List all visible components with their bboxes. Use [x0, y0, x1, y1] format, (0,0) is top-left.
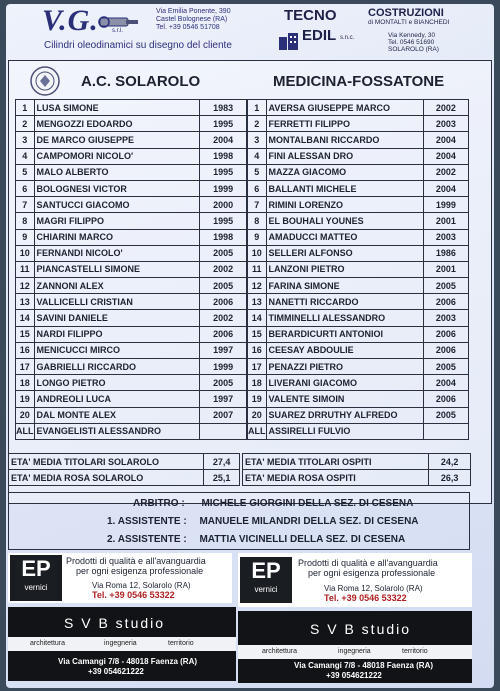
costruzioni-phone: Tel. 0546 51690: [388, 39, 435, 46]
away-player-row: [248, 245, 469, 261]
player-name: PIANCASTELLI SIMONE: [34, 261, 200, 277]
ep-phone: Tel. +39 0546 53322: [324, 593, 407, 603]
edil-word: EDIL: [302, 27, 337, 44]
player-number: 3: [16, 132, 35, 148]
player-birth-year: 1995: [200, 116, 247, 132]
player-name: LUSA SIMONE: [34, 100, 200, 116]
away-player-row: [248, 407, 469, 423]
ep-vernici-ad-left: [8, 553, 232, 603]
home-player-row: [16, 261, 247, 277]
player-name: MAGRI FILIPPO: [34, 213, 200, 229]
away-player-row: [248, 294, 469, 310]
player-name: SAVINI DANIELE: [34, 310, 200, 326]
player-birth-year: 2002: [200, 310, 247, 326]
player-name: EVANGELISTI ALESSANDRO: [34, 423, 200, 439]
away-player-row: [248, 229, 469, 245]
home-player-row: [16, 213, 247, 229]
club-crest-icon: [29, 65, 61, 97]
player-name: FINI ALESSAN DRO: [266, 148, 423, 164]
home-avg-rosa-value: 25,1: [204, 470, 240, 486]
player-birth-year: 2005: [423, 407, 468, 423]
home-player-row: [16, 375, 247, 391]
away-player-row: [248, 278, 469, 294]
player-name: MAZZA GIACOMO: [266, 164, 423, 180]
player-number: 3: [248, 132, 267, 148]
player-number: 13: [16, 294, 35, 310]
vg-address-line: Castel Bolognese (RA): [156, 16, 228, 23]
player-number: 10: [248, 245, 267, 261]
player-number: 1: [16, 100, 35, 116]
player-birth-year: 2006: [423, 342, 468, 358]
edil-suffix: s.n.c.: [340, 35, 355, 41]
player-name: VALLICELLI CRISTIAN: [34, 294, 200, 310]
player-number: 17: [248, 359, 267, 375]
player-name: MENICUCCI MIRCO: [34, 342, 200, 358]
away-player-row: [248, 261, 469, 277]
ep-slogan-line: Prodotti di qualità e all'avanguardia: [66, 556, 206, 566]
costruzioni-address-line: Via Kennedy, 30: [388, 32, 436, 39]
ep-slogan-line: per ogni esigenza professionale: [308, 568, 436, 578]
player-name: ASSIRELLI FULVIO: [266, 423, 423, 439]
player-birth-year: 2001: [423, 261, 468, 277]
ep-address: Via Roma 12, Solarolo (RA): [324, 584, 423, 593]
away-player-row: [248, 423, 469, 439]
ep-logo: [240, 557, 292, 603]
player-birth-year: [200, 423, 247, 439]
home-player-row: [16, 342, 247, 358]
player-name: GABRIELLI RICCARDO: [34, 359, 200, 375]
player-birth-year: 2005: [200, 245, 247, 261]
svb-address: Via Camangi 7/8 - 48018 Faenza (RA): [294, 661, 434, 670]
arbitro-label: ARBITRO :: [133, 498, 185, 509]
assistant-2-name: MATTIA VICINELLI DELLA SEZ. DI CESENA: [199, 534, 406, 545]
svb-tag: territorio: [402, 648, 428, 655]
player-number: ALL: [248, 423, 267, 439]
home-averages-table: [8, 453, 240, 486]
vg-logo: [42, 6, 126, 40]
ep-logo-sub: vernici: [24, 583, 48, 592]
player-birth-year: 2006: [423, 326, 468, 342]
player-birth-year: 2000: [200, 197, 247, 213]
player-number: 14: [248, 310, 267, 326]
svb-tag: ingegneria: [338, 648, 371, 655]
player-name: BOLOGNESI VICTOR: [34, 180, 200, 196]
svb-title: S V B studio: [64, 615, 166, 631]
away-avg-titolari-value: 24,2: [429, 454, 471, 470]
home-player-row: [16, 100, 247, 116]
player-number: 4: [16, 148, 35, 164]
player-birth-year: 1983: [200, 100, 247, 116]
costruzioni-title: COSTRUZIONI: [368, 7, 444, 19]
ep-slogan-line: per ogni esigenza professionale: [76, 566, 204, 576]
player-number: 8: [248, 213, 267, 229]
away-player-row: [248, 116, 469, 132]
player-number: 14: [16, 310, 35, 326]
player-number: 19: [16, 391, 35, 407]
player-name: LIVERANI GIACOMO: [266, 375, 423, 391]
player-birth-year: 2005: [423, 359, 468, 375]
ep-logo-sub: vernici: [254, 585, 278, 594]
vg-tagline: Cilindri oleodinamici su disegno del cliente: [44, 40, 232, 51]
match-sheet: [6, 4, 494, 688]
player-number: 18: [248, 375, 267, 391]
costruzioni-owners: di MONTALTI e BIANCHEDI: [368, 19, 450, 26]
player-birth-year: 1995: [200, 164, 247, 180]
player-number: 19: [248, 391, 267, 407]
home-player-row: [16, 197, 247, 213]
player-birth-year: 2004: [423, 375, 468, 391]
building-icon: [278, 31, 300, 51]
home-player-row: [16, 359, 247, 375]
player-name: NANETTI RICCARDO: [266, 294, 423, 310]
ep-logo-text: EP: [21, 556, 51, 581]
player-name: LONGO PIETRO: [34, 375, 200, 391]
player-name: FARINA SIMONE: [266, 278, 423, 294]
player-number: 16: [248, 342, 267, 358]
assistant-1-row: [107, 516, 419, 527]
player-birth-year: 2006: [200, 326, 247, 342]
home-player-row: [16, 407, 247, 423]
vg-phone: Tel. +39 0546 51708: [156, 24, 220, 31]
player-name: NARDI FILIPPO: [34, 326, 200, 342]
player-number: 20: [16, 407, 35, 423]
player-name: ZANNONI ALEX: [34, 278, 200, 294]
tecno-edil-logo: [276, 7, 366, 53]
player-number: 20: [248, 407, 267, 423]
player-number: 16: [16, 342, 35, 358]
player-name: MENGOZZI EDOARDO: [34, 116, 200, 132]
player-number: 7: [16, 197, 35, 213]
player-name: VALENTE SIMOIN: [266, 391, 423, 407]
player-birth-year: 2003: [423, 229, 468, 245]
player-birth-year: 2001: [423, 213, 468, 229]
player-birth-year: 1998: [200, 148, 247, 164]
home-player-row: [16, 116, 247, 132]
player-number: 2: [16, 116, 35, 132]
player-birth-year: 1997: [200, 342, 247, 358]
away-player-row: [248, 197, 469, 213]
player-number: 17: [16, 359, 35, 375]
home-player-row: [16, 326, 247, 342]
player-name: EL BOUHALI YOUNES: [266, 213, 423, 229]
home-avg-rosa-row: [9, 470, 240, 486]
away-player-row: [248, 375, 469, 391]
player-name: CEESAY ABDOULIE: [266, 342, 423, 358]
player-birth-year: 2006: [423, 391, 468, 407]
player-number: 10: [16, 245, 35, 261]
ep-logo-text: EP: [251, 558, 281, 583]
svb-address: Via Camangi 7/8 - 48018 Faenza (RA): [58, 657, 198, 666]
player-name: BALLANTI MICHELE: [266, 180, 423, 196]
away-avg-titolari-label: ETA' MEDIA TITOLARI OSPITI: [243, 454, 429, 470]
home-player-row: [16, 278, 247, 294]
away-roster-table: [247, 99, 469, 440]
player-name: TIMMINELLI ALESSANDRO: [266, 310, 423, 326]
player-name: BERARDICURTI ANTONIOI: [266, 326, 423, 342]
svb-studio-ad-right: [238, 611, 472, 683]
svb-tag: ingegneria: [104, 640, 137, 647]
player-number: 6: [16, 180, 35, 196]
away-player-row: [248, 132, 469, 148]
player-birth-year: 2004: [423, 132, 468, 148]
player-birth-year: 2007: [200, 407, 247, 423]
home-player-row: [16, 294, 247, 310]
player-number: 12: [16, 278, 35, 294]
player-name: SANTUCCI GIACOMO: [34, 197, 200, 213]
player-name: LANZONI PIETRO: [266, 261, 423, 277]
player-number: 7: [248, 197, 267, 213]
home-avg-rosa-label: ETA' MEDIA ROSA SOLAROLO: [9, 470, 204, 486]
away-player-row: [248, 326, 469, 342]
away-player-row: [248, 164, 469, 180]
away-player-row: [248, 180, 469, 196]
assistant-1-name: MANUELE MILANDRI DELLA SEZ. DI CESENA: [199, 516, 419, 527]
home-avg-titolari-value: 27,4: [204, 454, 240, 470]
away-avg-rosa-value: 26,3: [429, 470, 471, 486]
player-name: CHIARINI MARCO: [34, 229, 200, 245]
home-player-row: [16, 245, 247, 261]
player-birth-year: 2005: [200, 375, 247, 391]
away-player-row: [248, 100, 469, 116]
ep-logo: [10, 555, 62, 601]
roster-panel: [8, 60, 492, 504]
player-number: 2: [248, 116, 267, 132]
home-player-row: [16, 229, 247, 245]
away-player-row: [248, 310, 469, 326]
svb-title: S V B studio: [310, 621, 412, 637]
svb-studio-ad-left: [8, 607, 236, 681]
vg-logo-text: V.G.: [42, 4, 99, 37]
player-birth-year: [423, 423, 468, 439]
home-player-row: [16, 310, 247, 326]
player-number: 11: [16, 261, 35, 277]
svb-tags-bar: [8, 637, 236, 651]
home-player-row: [16, 391, 247, 407]
player-name: DE MARCO GIUSEPPE: [34, 132, 200, 148]
player-number: 6: [248, 180, 267, 196]
player-birth-year: 2004: [200, 132, 247, 148]
player-birth-year: 2002: [423, 100, 468, 116]
vg-address-line: Via Emilia Ponente, 390: [156, 8, 231, 15]
home-avg-titolari-label: ETA' MEDIA TITOLARI SOLAROLO: [9, 454, 204, 470]
player-birth-year: 2002: [200, 261, 247, 277]
svb-tag: territorio: [168, 640, 194, 647]
player-birth-year: 2004: [423, 148, 468, 164]
player-birth-year: 2002: [423, 164, 468, 180]
home-player-row: [16, 132, 247, 148]
assistant-1-label: 1. ASSISTENTE :: [107, 516, 187, 527]
player-birth-year: 1986: [423, 245, 468, 261]
arbitro-row: [133, 498, 413, 509]
player-number: 1: [248, 100, 267, 116]
player-name: AMADUCCI MATTEO: [266, 229, 423, 245]
player-name: SUAREZ DRRUTHY ALFREDO: [266, 407, 423, 423]
player-number: 4: [248, 148, 267, 164]
player-name: FERNANDI NICOLO': [34, 245, 200, 261]
costruzioni-city: SOLAROLO (RA): [388, 46, 439, 53]
player-name: ANDREOLI LUCA: [34, 391, 200, 407]
player-name: MONTALBANI RICCARDO: [266, 132, 423, 148]
ep-vernici-ad-right: [238, 553, 472, 607]
away-avg-rosa-row: [243, 470, 471, 486]
away-averages-table: [242, 453, 471, 486]
player-name: SELLERI ALFONSO: [266, 245, 423, 261]
player-birth-year: 2004: [423, 180, 468, 196]
home-player-row: [16, 164, 247, 180]
home-team-name: A.C. SOLAROLO: [81, 73, 201, 90]
player-birth-year: 1999: [200, 359, 247, 375]
ep-address: Via Roma 12, Solarolo (RA): [92, 581, 191, 590]
away-player-row: [248, 359, 469, 375]
player-birth-year: 1999: [200, 180, 247, 196]
player-birth-year: 1998: [200, 229, 247, 245]
assistant-2-row: [107, 534, 405, 545]
tecno-word: TECNO: [284, 7, 337, 24]
away-avg-rosa-label: ETA' MEDIA ROSA OSPITI: [243, 470, 429, 486]
player-birth-year: 1997: [200, 391, 247, 407]
player-name: AVERSA GIUSEPPE MARCO: [266, 100, 423, 116]
svb-tags-bar: [238, 645, 472, 659]
vg-address-block: [156, 8, 231, 32]
player-name: MALO ALBERTO: [34, 164, 200, 180]
player-number: 15: [16, 326, 35, 342]
player-birth-year: 1995: [200, 213, 247, 229]
player-birth-year: 1999: [423, 197, 468, 213]
player-number: 12: [248, 278, 267, 294]
player-name: PENAZZI PIETRO: [266, 359, 423, 375]
home-player-row: [16, 180, 247, 196]
player-birth-year: 2006: [200, 294, 247, 310]
svb-phone: +39 054621222: [88, 667, 144, 676]
player-number: ALL: [16, 423, 35, 439]
home-player-row: [16, 148, 247, 164]
svb-tag: architettura: [30, 640, 66, 647]
player-name: FERRETTI FILIPPO: [266, 116, 423, 132]
away-player-row: [248, 342, 469, 358]
away-player-row: [248, 213, 469, 229]
away-avg-titolari-row: [243, 454, 471, 470]
player-number: 5: [16, 164, 35, 180]
costruzioni-block: [368, 7, 468, 53]
player-number: 8: [16, 213, 35, 229]
ep-slogan-line: Prodotti di qualità e all'avanguardia: [298, 558, 438, 568]
vg-suffix: s.r.l.: [112, 28, 124, 34]
player-number: 9: [16, 229, 35, 245]
player-birth-year: 2005: [423, 278, 468, 294]
player-number: 15: [248, 326, 267, 342]
officials-panel: [8, 492, 470, 550]
player-name: DAL MONTE ALEX: [34, 407, 200, 423]
player-number: 18: [16, 375, 35, 391]
player-number: 11: [248, 261, 267, 277]
svb-phone: +39 054621222: [326, 671, 382, 680]
away-team-name: MEDICINA-FOSSATONE: [273, 73, 445, 90]
assistant-2-label: 2. ASSISTENTE :: [107, 534, 187, 545]
away-player-row: [248, 148, 469, 164]
player-birth-year: 2005: [200, 278, 247, 294]
player-name: RIMINI LORENZO: [266, 197, 423, 213]
player-birth-year: 2006: [423, 294, 468, 310]
player-number: 5: [248, 164, 267, 180]
home-avg-titolari-row: [9, 454, 240, 470]
player-name: CAMPOMORI NICOLO': [34, 148, 200, 164]
svb-tag: architettura: [262, 648, 298, 655]
away-player-row: [248, 391, 469, 407]
home-roster-table: [15, 99, 247, 440]
player-birth-year: 2003: [423, 116, 468, 132]
home-player-row: [16, 423, 247, 439]
player-number: 9: [248, 229, 267, 245]
ep-phone: Tel. +39 0546 53322: [92, 590, 175, 600]
arbitro-name: MICHELE GIORGINI DELLA SEZ. DI CESENA: [201, 498, 414, 509]
player-number: 13: [248, 294, 267, 310]
player-birth-year: 2003: [423, 310, 468, 326]
